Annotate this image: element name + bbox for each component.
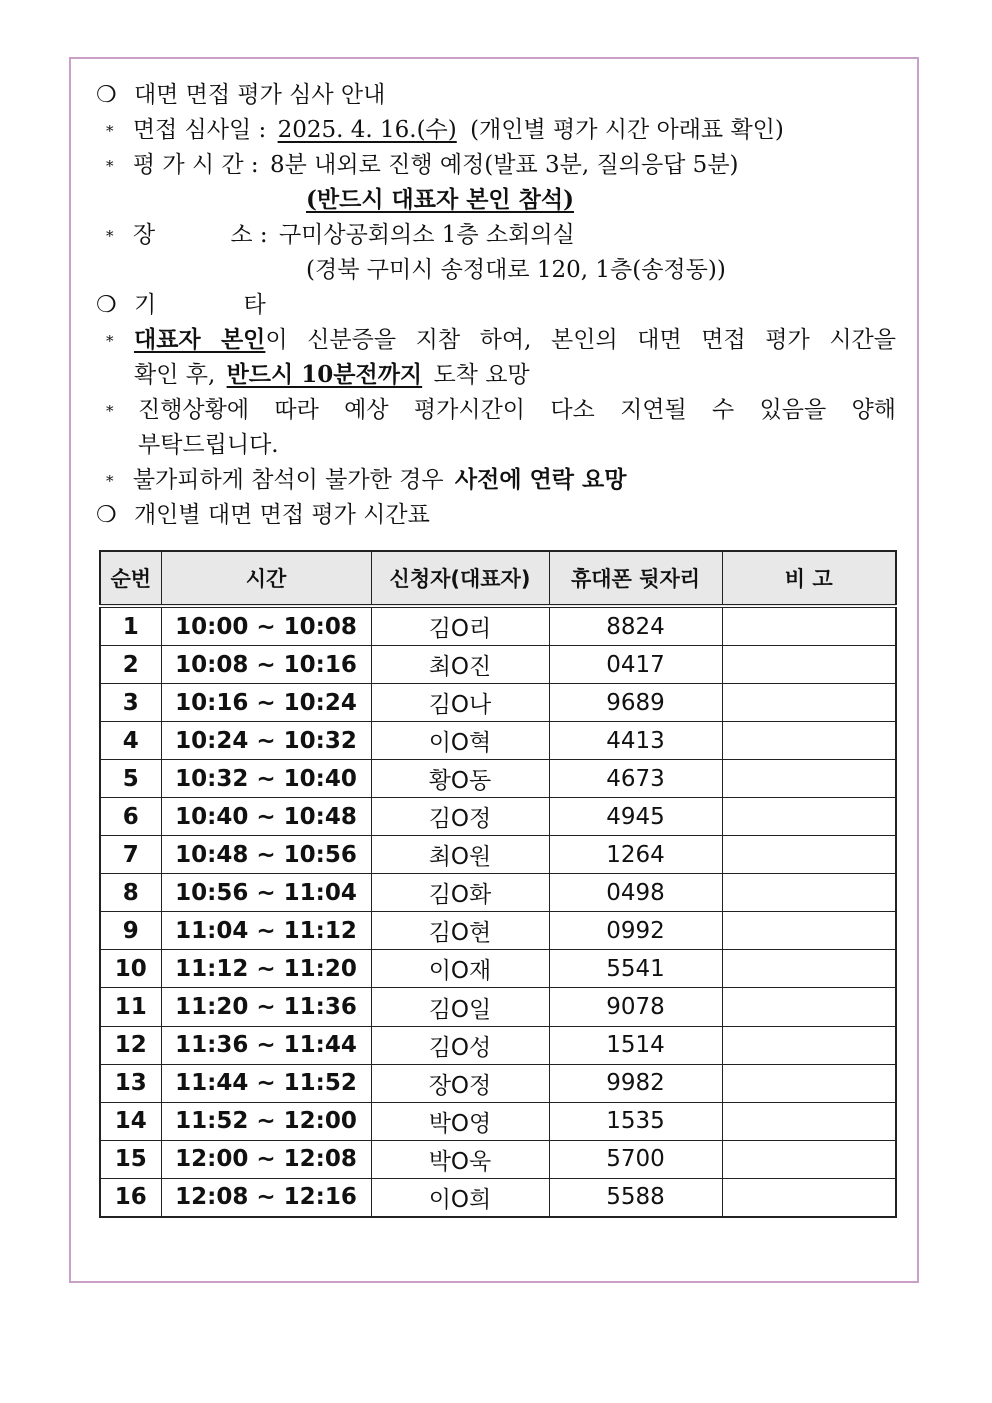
etc-item-2-line-1: 진행상황에 따라 예상 평가시간이 다소 지연될 수 있음을 양해 <box>138 397 896 423</box>
etc-item-3-text: 불가피하게 참석이 불가한 경우 <box>132 467 444 493</box>
circle-bullet-icon: ❍ <box>96 292 117 318</box>
place-label-first: 장 <box>132 222 156 248</box>
row-note <box>722 950 896 988</box>
row-number: 15 <box>100 1140 161 1178</box>
row-time: 11:20 ~ 11:36 <box>161 988 371 1026</box>
header-applicant: 신청자(대표자) <box>371 551 549 606</box>
row-time: 12:08 ~ 12:16 <box>161 1178 371 1217</box>
section-title: 개인별 대면 면접 평가 시간표 <box>133 502 430 528</box>
row-note <box>722 1178 896 1217</box>
asterisk-bullet-icon: * <box>106 122 114 140</box>
row-applicant: 김O리 <box>371 606 549 646</box>
row-time: 11:12 ~ 11:20 <box>161 950 371 988</box>
table-row <box>100 646 896 684</box>
row-applicant: 박O욱 <box>371 1140 549 1178</box>
table-row <box>100 1178 896 1217</box>
row-time: 11:44 ~ 11:52 <box>161 1064 371 1102</box>
time-label: 평 가 시 간 : <box>132 152 259 178</box>
etc-item-1-text-a: 확인 후, <box>134 362 216 388</box>
row-time: 10:40 ~ 10:48 <box>161 798 371 836</box>
row-note <box>722 1102 896 1140</box>
asterisk-bullet-icon: * <box>106 157 114 175</box>
table-row <box>100 722 896 760</box>
row-note <box>722 836 896 874</box>
row-applicant: 김O화 <box>371 874 549 912</box>
row-phone: 5588 <box>549 1178 722 1217</box>
row-number: 9 <box>100 912 161 950</box>
date-value: 2025. 4. 16.(수) <box>277 117 457 143</box>
row-time: 10:32 ~ 10:40 <box>161 760 371 798</box>
row-note <box>722 722 896 760</box>
row-phone: 9689 <box>549 684 722 722</box>
table-row <box>100 1026 896 1064</box>
attendance-note: (반드시 대표자 본인 참석) <box>306 186 574 213</box>
row-note <box>722 1026 896 1064</box>
section-schedule <box>96 500 430 530</box>
row-time: 11:52 ~ 12:00 <box>161 1102 371 1140</box>
row-phone: 0992 <box>549 912 722 950</box>
row-phone: 1535 <box>549 1102 722 1140</box>
row-time: 10:00 ~ 10:08 <box>161 606 371 646</box>
row-phone: 0498 <box>549 874 722 912</box>
row-applicant: 이O재 <box>371 950 549 988</box>
row-number: 1 <box>100 606 161 646</box>
table-row <box>100 950 896 988</box>
table-row <box>100 836 896 874</box>
section-title: 대면 면접 평가 심사 안내 <box>133 82 386 108</box>
table-row <box>100 874 896 912</box>
table-row <box>100 760 896 798</box>
date-note: (개인별 평가 시간 아래표 확인) <box>470 117 784 143</box>
etc-item-2-line-2: 부탁드립니다. <box>138 432 279 458</box>
asterisk-bullet-icon: * <box>106 332 114 350</box>
row-note <box>722 606 896 646</box>
row-number: 2 <box>100 646 161 684</box>
row-phone: 1514 <box>549 1026 722 1064</box>
table-row <box>100 988 896 1026</box>
row-phone: 5700 <box>549 1140 722 1178</box>
section-other <box>96 290 266 320</box>
row-applicant: 이O혁 <box>371 722 549 760</box>
place-address: (경북 구미시 송정대로 120, 1층(송정동)) <box>306 257 726 283</box>
row-phone: 1264 <box>549 836 722 874</box>
row-phone: 9982 <box>549 1064 722 1102</box>
row-note <box>722 1064 896 1102</box>
table-row <box>100 606 896 646</box>
asterisk-bullet-icon: * <box>106 402 114 420</box>
row-applicant: 황O동 <box>371 760 549 798</box>
table-row <box>100 912 896 950</box>
representative-emphasis: 대표자 본인 <box>134 326 266 353</box>
header-note: 비 고 <box>722 551 896 606</box>
row-note <box>722 646 896 684</box>
table-body <box>100 606 896 1217</box>
etc-item-3 <box>106 465 626 496</box>
row-phone: 8824 <box>549 606 722 646</box>
table-row <box>100 1102 896 1140</box>
row-time: 11:36 ~ 11:44 <box>161 1026 371 1064</box>
section-interview-notice <box>96 80 385 110</box>
row-phone: 4413 <box>549 722 722 760</box>
table-row <box>100 1064 896 1102</box>
row-time: 10:24 ~ 10:32 <box>161 722 371 760</box>
row-time: 11:04 ~ 11:12 <box>161 912 371 950</box>
section-title-first: 기 <box>133 292 157 318</box>
table-row <box>100 798 896 836</box>
row-number: 3 <box>100 684 161 722</box>
row-number: 7 <box>100 836 161 874</box>
row-number: 11 <box>100 988 161 1026</box>
row-phone: 4945 <box>549 798 722 836</box>
row-number: 5 <box>100 760 161 798</box>
section-title-second: 타 <box>243 292 266 318</box>
table-row <box>100 684 896 722</box>
place-line <box>106 220 575 251</box>
row-applicant: 김O정 <box>371 798 549 836</box>
row-phone: 0417 <box>549 646 722 684</box>
row-number: 4 <box>100 722 161 760</box>
etc-item-1-text-b: 도착 요망 <box>433 362 530 388</box>
row-time: 12:00 ~ 12:08 <box>161 1140 371 1178</box>
row-number: 6 <box>100 798 161 836</box>
row-note <box>722 874 896 912</box>
row-applicant: 박O영 <box>371 1102 549 1140</box>
row-phone: 9078 <box>549 988 722 1026</box>
row-applicant: 김O현 <box>371 912 549 950</box>
row-applicant: 장O정 <box>371 1064 549 1102</box>
table-header-row <box>100 551 896 606</box>
row-time: 10:16 ~ 10:24 <box>161 684 371 722</box>
date-label: 면접 심사일 : <box>132 117 267 143</box>
row-number: 16 <box>100 1178 161 1217</box>
row-applicant: 김O성 <box>371 1026 549 1064</box>
etc-item-1-line-1 <box>134 325 896 355</box>
row-note <box>722 760 896 798</box>
row-applicant: 최O진 <box>371 646 549 684</box>
row-number: 10 <box>100 950 161 988</box>
row-number: 14 <box>100 1102 161 1140</box>
row-note <box>722 912 896 950</box>
circle-bullet-icon: ❍ <box>96 502 117 528</box>
row-note <box>722 684 896 722</box>
row-applicant: 최O원 <box>371 836 549 874</box>
etc-item-1-line-2 <box>134 360 530 390</box>
row-applicant: 김O나 <box>371 684 549 722</box>
header-phone: 휴대폰 뒷자리 <box>549 551 722 606</box>
row-time: 10:08 ~ 10:16 <box>161 646 371 684</box>
asterisk-bullet-icon: * <box>106 472 114 490</box>
row-phone: 5541 <box>549 950 722 988</box>
place-value: 구미상공회의소 1층 소회의실 <box>278 222 575 248</box>
header-time: 시간 <box>161 551 371 606</box>
row-note <box>722 1140 896 1178</box>
row-number: 13 <box>100 1064 161 1102</box>
row-number: 8 <box>100 874 161 912</box>
schedule-table <box>99 550 897 1218</box>
row-time: 10:56 ~ 11:04 <box>161 874 371 912</box>
row-note <box>722 988 896 1026</box>
etc-item-1-text: 이 신분증을 지참 하여, 본인의 대면 면접 평가 시간을 <box>265 327 896 353</box>
row-applicant: 이O희 <box>371 1178 549 1217</box>
row-applicant: 김O일 <box>371 988 549 1026</box>
circle-bullet-icon: ❍ <box>96 82 117 108</box>
row-phone: 4673 <box>549 760 722 798</box>
arrival-emphasis: 반드시 10분전까지 <box>226 361 423 388</box>
row-time: 10:48 ~ 10:56 <box>161 836 371 874</box>
row-note <box>722 798 896 836</box>
header-number: 순번 <box>100 551 161 606</box>
table-row <box>100 1140 896 1178</box>
interview-date-line <box>106 115 784 146</box>
place-label-second: 소 : <box>230 222 268 248</box>
evaluation-time-line <box>106 150 739 181</box>
row-number: 12 <box>100 1026 161 1064</box>
asterisk-bullet-icon: * <box>106 227 114 245</box>
contact-emphasis: 사전에 연락 요망 <box>454 466 627 493</box>
time-value: 8분 내외로 진행 예정(발표 3분, 질의응답 5분) <box>270 152 739 178</box>
